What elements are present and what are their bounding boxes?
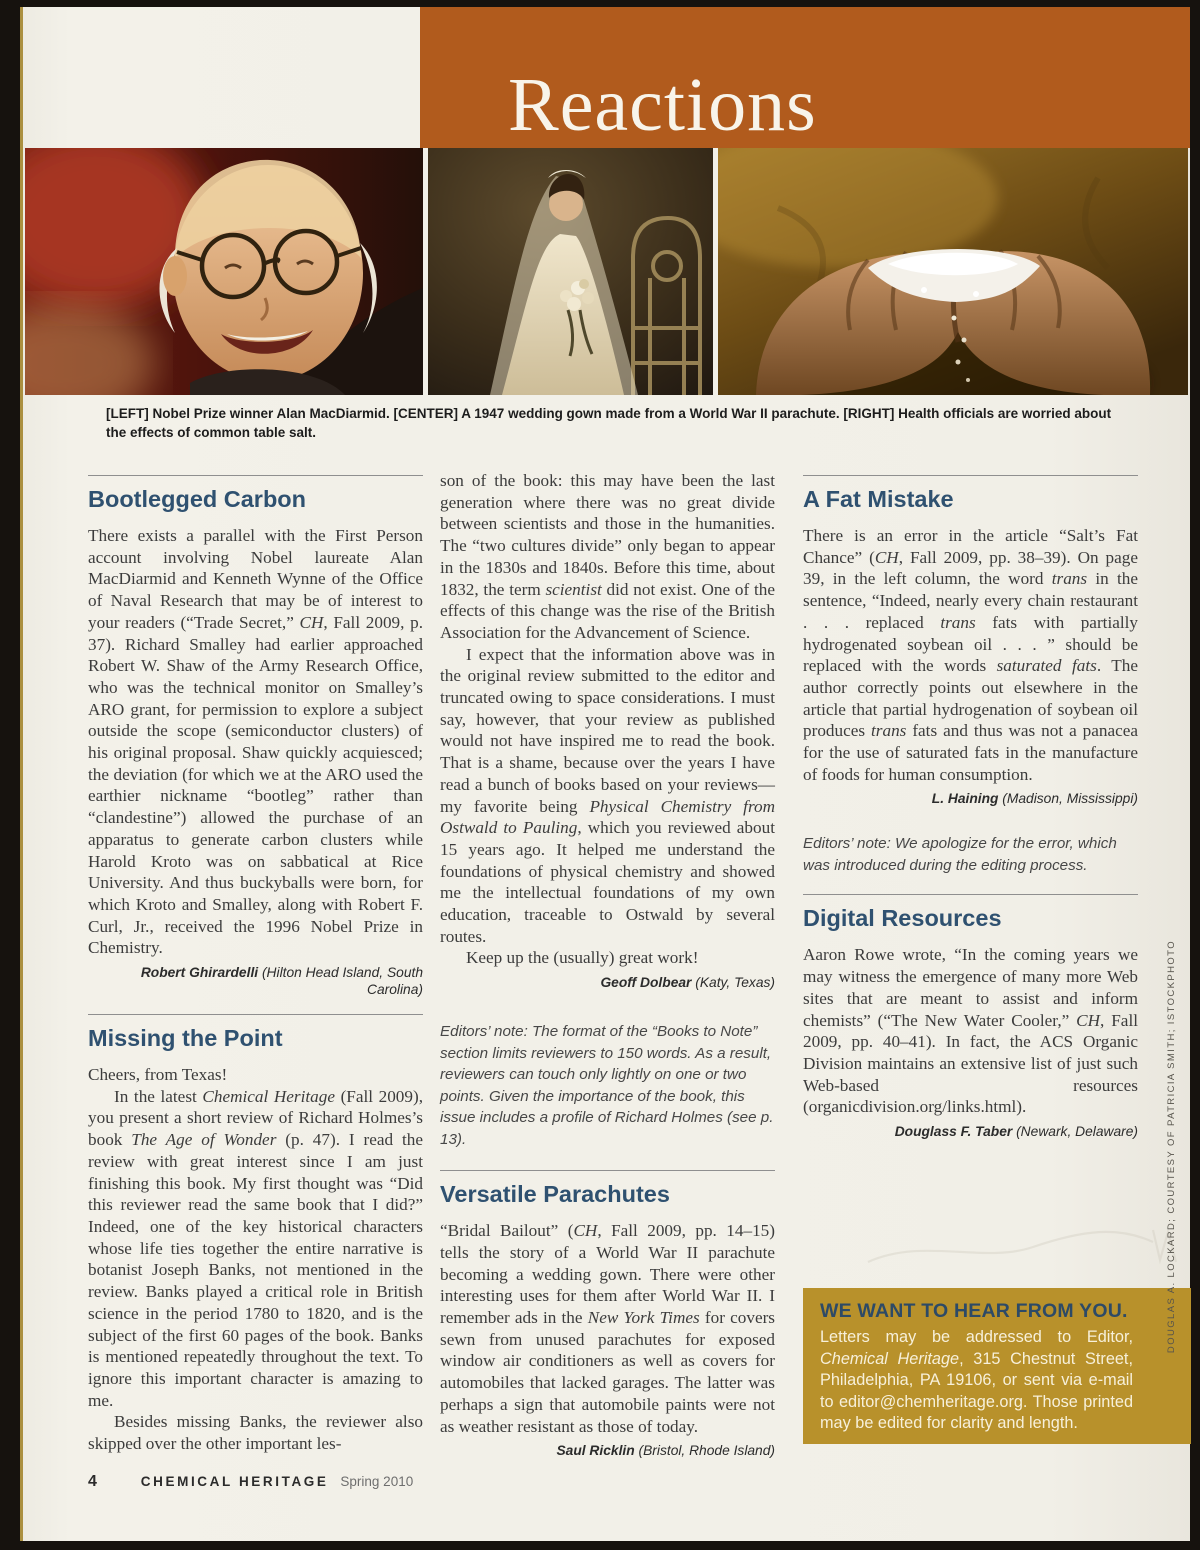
column-1 bbox=[88, 462, 423, 1455]
section-divider bbox=[803, 475, 1138, 476]
photo-caption: [LEFT] Nobel Prize winner Alan MacDiarmid. [CENTER] A 1947 wedding gown made from a World War II parachute. [RIGHT] Health officials are worried about the effects of common table salt. bbox=[106, 406, 1112, 440]
letter-paragraph: Keep up the (usually) great work! bbox=[466, 948, 699, 968]
photo-macdiarmid-art bbox=[25, 148, 423, 395]
letter-paragraph: son of the book: this may have been the last generation where there was no great divide between scientists and those in the humanities. The “two cultures divide” only began to appear in the 1830s and 1840s. Before this time, about 1832, the term scientist did not exist. One of the effects of this change was the rise of the British Association for the Advancement of Science. bbox=[440, 471, 775, 642]
editors-note: Editors’ note: We apologize for the error, which was introduced during the editing process. bbox=[803, 835, 1117, 874]
magazine-page bbox=[20, 7, 1190, 1541]
letter-signature: Robert Ghirardelli (Hilton Head Island, South Carolina) bbox=[140, 965, 423, 998]
page-number: 4 bbox=[88, 1473, 97, 1490]
page-footer bbox=[88, 1473, 413, 1491]
section-divider bbox=[440, 1170, 775, 1171]
photo-strip bbox=[25, 148, 1188, 395]
letter-paragraph: In the latest Chemical Heritage (Fall 2009), you present a short review of Richard Holmes’s book The Age of Wonder (p. 47). I read the review with great interest since I am just finishing this book. My first thought was “Did this reviewer read the same book that I did?” Indeed, one of the key historical characters whose life ties together the entire narrative is botanist Joseph Banks, not mentioned in the review. Banks played a critical role in British science in the period 1780 to 1820, and is the subject of the first 60 pages of the book. Banks is mentioned repeatedly throughout the text. To ignore this important character is amazing to me. bbox=[88, 1086, 424, 1410]
section-heading-a-fat-mistake: A Fat Mistake bbox=[803, 486, 954, 512]
photo-salt-hands-art bbox=[718, 148, 1188, 395]
section-heading-bootlegged-carbon: Bootlegged Carbon bbox=[88, 486, 307, 512]
section-heading-digital-resources: Digital Resources bbox=[803, 905, 1002, 932]
callout-body: Letters may be addressed to Editor, Chemical Heritage, 315 Chestnut Street, Philadelphia, PA 19106, or sent via e-mail to editor@chemheritage.org. Those printed may be edited for clarity and length. bbox=[820, 1328, 1133, 1432]
letter-paragraph: I expect that the information above was in the original review submitted to the editor and truncated owing to space considerations. I must say, however, that your review as published would not have inspired me to read the book. That is a shame, because over the years I have read a bunch of books based on your reviews—my favorite being Physical Chemistry from Ostwald to Pauling, which you reviewed about 15 years ago. It helped me understand the foundations of physical chemistry and showed me the intellectual foundations of my own education, traceable to Ostwald by several routes. bbox=[440, 644, 776, 946]
photo-credit-vertical: DOUGLAS A. LOCKARD; COURTESY OF PATRICIA SMITH; ISTOCKPHOTO bbox=[1166, 940, 1177, 1354]
letter-signature: Douglass F. Taber (Newark, Delaware) bbox=[894, 1124, 1138, 1140]
section-heading-versatile-parachutes: Versatile Parachutes bbox=[440, 1181, 670, 1208]
photo-wedding-gown-art bbox=[428, 148, 713, 395]
callout-title: WE WANT TO HEAR FROM YOU. bbox=[820, 1300, 1128, 1322]
scan-handwriting-ghost bbox=[853, 1192, 1193, 1292]
letter-paragraph: There is an error in the article “Salt’s Fat Chance” (CH, Fall 2009, pp. 38–39). On page 39, in the left column, the word trans in the sentence, “Indeed, nearly every chain restaurant . . . replaced trans fats with partially hydrogenated soybean oil . . . ” should be replaced with the words saturated fats. The author correctly points out elsewhere in the article that partial hydrogenation of soybean oil produces trans fats and thus was not a panacea for the use of saturated fats in the manufacture of foods for human consumption. bbox=[803, 526, 1139, 784]
letter-paragraph: There exists a parallel with the First Person account involving Nobel laureate Alan MacDiarmid and Kenneth Wynne of the Office of Naval Research that may be of interest to your readers (“Trade Secret,” CH, Fall 2009, p. 37). Richard Smalley had earlier approached Robert W. Shaw of the Army Research Office, who was the technical monitor on Smalley’s ARO grant, for permission to explore a subject outside the scope (semiconductor clusters) of his original proposal. Shaw quickly acquiesced; the deviation (for which we at the ARO used the earthier nickname “bootleg” rather than “clandestine”) allowed the purchase of an apparatus to generate carbon clusters while Harold Kroto was on sabbatical at Rice University. And thus buckyballs were born, for which Kroto and Smalley, along with Robert F. Curl, Jr., received the 1996 Nobel Prize in Chemistry. bbox=[88, 526, 423, 958]
header-band bbox=[420, 7, 1190, 148]
letter-paragraph: Aaron Rowe wrote, “In the coming years we may witness the emergence of many more Web sites that are meant to assist and inform chemists” (“The New Water Cooler,” CH, Fall 2009, pp. 40–41). In fact, the ACS Organic Division maintains an extensive list of just such Web-based resources (organicdivision.org/links.html). bbox=[803, 945, 1138, 1117]
column-3 bbox=[803, 462, 1138, 1140]
page-title: Reactions bbox=[508, 63, 817, 147]
letter-signature: Saul Ricklin (Bristol, Rhode Island) bbox=[556, 1443, 775, 1459]
letter-signature: Geoff Dolbear (Katy, Texas) bbox=[600, 975, 775, 991]
letters-callout-box bbox=[803, 1288, 1191, 1444]
photo-macdiarmid bbox=[25, 148, 423, 395]
section-divider bbox=[88, 475, 423, 476]
magazine-name: CHEMICAL HERITAGE bbox=[140, 1474, 329, 1489]
letter-paragraph: “Bridal Bailout” (CH, Fall 2009, pp. 14–15) tells the story of a World War II parachute becoming a wedding gown. There were other interesting uses for them after World War II. I remember ads in the New York Times for covers sewn from unused parachutes for exposed window air conditioners as well as covers for automobiles that lacked garages. The latter was perhaps a sign that automobile paints were not as weather resistant as those of today. bbox=[440, 1221, 775, 1436]
section-divider bbox=[803, 894, 1138, 895]
letter-paragraph: Besides missing Banks, the reviewer also skipped over the other important les- bbox=[88, 1412, 423, 1454]
section-heading-missing-the-point: Missing the Point bbox=[88, 1025, 283, 1052]
letter-signature: L. Haining (Madison, Mississippi) bbox=[931, 791, 1138, 807]
letter-paragraph: Cheers, from Texas! bbox=[88, 1065, 228, 1085]
editors-note: Editors’ note: The format of the “Books to Note” section limits reviewers to 150 words. As a result, reviewers can touch only lightly on one or two points. Given the importance of the book, this issue includes a profile of Richard Holmes (see p. 13). bbox=[440, 1023, 774, 1148]
photo-salt-hands bbox=[718, 148, 1188, 395]
photo-wedding-gown bbox=[428, 148, 713, 395]
section-divider bbox=[88, 1014, 423, 1015]
column-2 bbox=[440, 462, 775, 1459]
issue-label: Spring 2010 bbox=[340, 1474, 414, 1489]
